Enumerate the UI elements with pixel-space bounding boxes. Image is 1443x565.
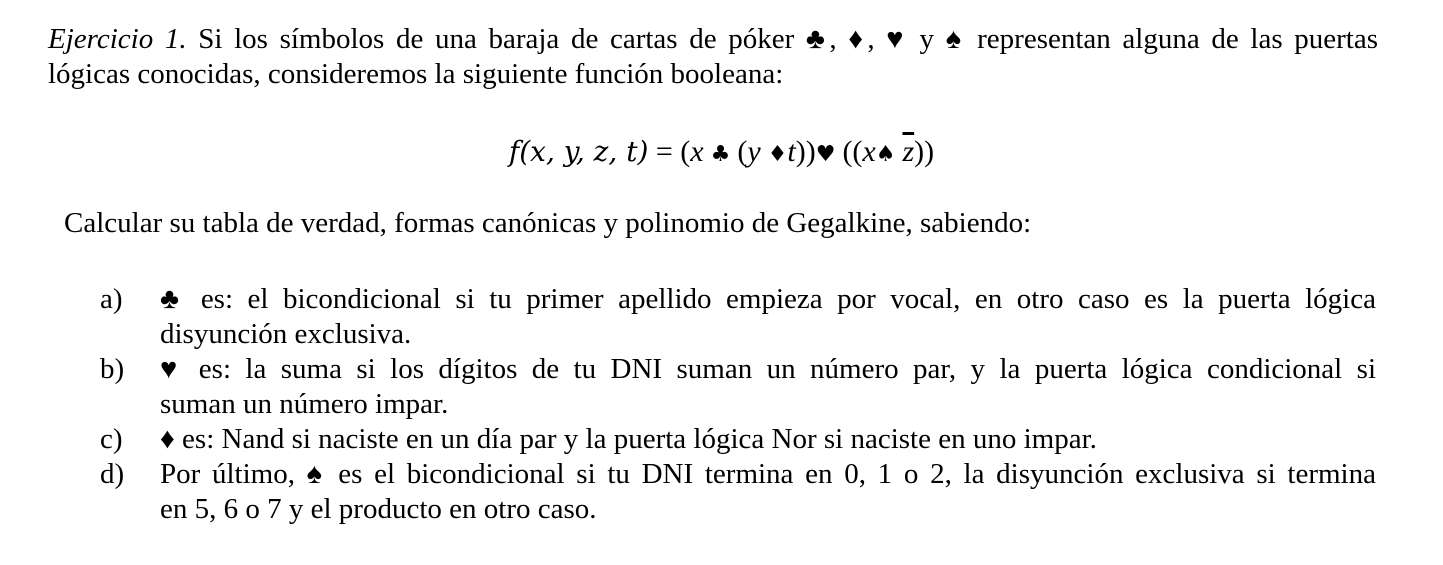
list-item-c <box>100 422 1376 457</box>
formula-var-x-2: x <box>862 135 876 168</box>
item-text <box>160 352 1376 422</box>
formula-var-y: y <box>747 135 761 168</box>
formula-lhs: f(x, y, z, t) <box>508 135 649 168</box>
exercise-label: Ejercicio 1. <box>48 23 187 55</box>
spade-icon: ♠ <box>875 142 903 167</box>
item-text <box>160 282 1376 352</box>
formula-var-t: t <box>787 135 796 168</box>
formula-paren-open: ( <box>680 135 691 168</box>
formula-paren-close-2: )) <box>914 135 935 168</box>
diamond-icon: ♦ <box>760 142 788 167</box>
formula-paren-open-2: ( <box>737 135 748 168</box>
item-line-1: ♥ es: la suma si los dígitos de tu DNI suman un número par, y la puerta lógica condicional si <box>160 353 1376 385</box>
exercise-statement <box>48 22 1378 92</box>
formula-var-z-negated: $\overline{z}$ <box>902 135 915 168</box>
formula-paren-close: )) <box>795 135 816 168</box>
heart-icon: ♥ <box>815 142 843 167</box>
item-line-1: Por último, ♠ es el bicondicional si tu DNI termina en 0, 1 o 2, la disyunción exclusiva si termina <box>160 458 1376 490</box>
item-line-2: suman un número impar. <box>160 388 449 420</box>
formula-paren-open-3: (( <box>842 135 863 168</box>
item-line-1: ♣ es: el bicondicional si tu primer apellido empieza por vocal, en otro caso es la puerta lógica <box>160 283 1376 315</box>
item-line-1: ♦ es: Nand si naciste en un día par y la puerta lógica Nor si naciste en uno impar. <box>160 423 1097 455</box>
item-text <box>160 457 1376 527</box>
item-label: d) <box>100 458 125 490</box>
conditions-list <box>100 282 1376 527</box>
item-line-2: disyunción exclusiva. <box>160 318 412 350</box>
list-item-d <box>100 457 1376 527</box>
item-text <box>160 422 1376 457</box>
boolean-formula <box>0 134 1443 172</box>
formula-equals: = <box>648 135 681 168</box>
list-item-a <box>100 282 1376 352</box>
item-line-2: en 5, 6 o 7 y el producto en otro caso. <box>160 493 597 525</box>
statement-line-1 <box>48 22 1378 57</box>
item-label: c) <box>100 423 123 455</box>
statement-line-1-text: Si los símbolos de una baraja de cartas de póker ♣, ♦, ♥ y ♠ representan alguna de las puertas <box>186 23 1378 55</box>
club-icon: ♣ <box>703 142 738 167</box>
statement-line-2: lógicas conocidas, consideremos la siguiente función booleana: <box>48 58 784 90</box>
item-label: b) <box>100 353 125 385</box>
item-label: a) <box>100 283 123 315</box>
list-item-b <box>100 352 1376 422</box>
formula-var-x: x <box>690 135 704 168</box>
question-text: Calcular su tabla de verdad, formas canónicas y polinomio de Gegalkine, sabiendo: <box>64 207 1032 239</box>
